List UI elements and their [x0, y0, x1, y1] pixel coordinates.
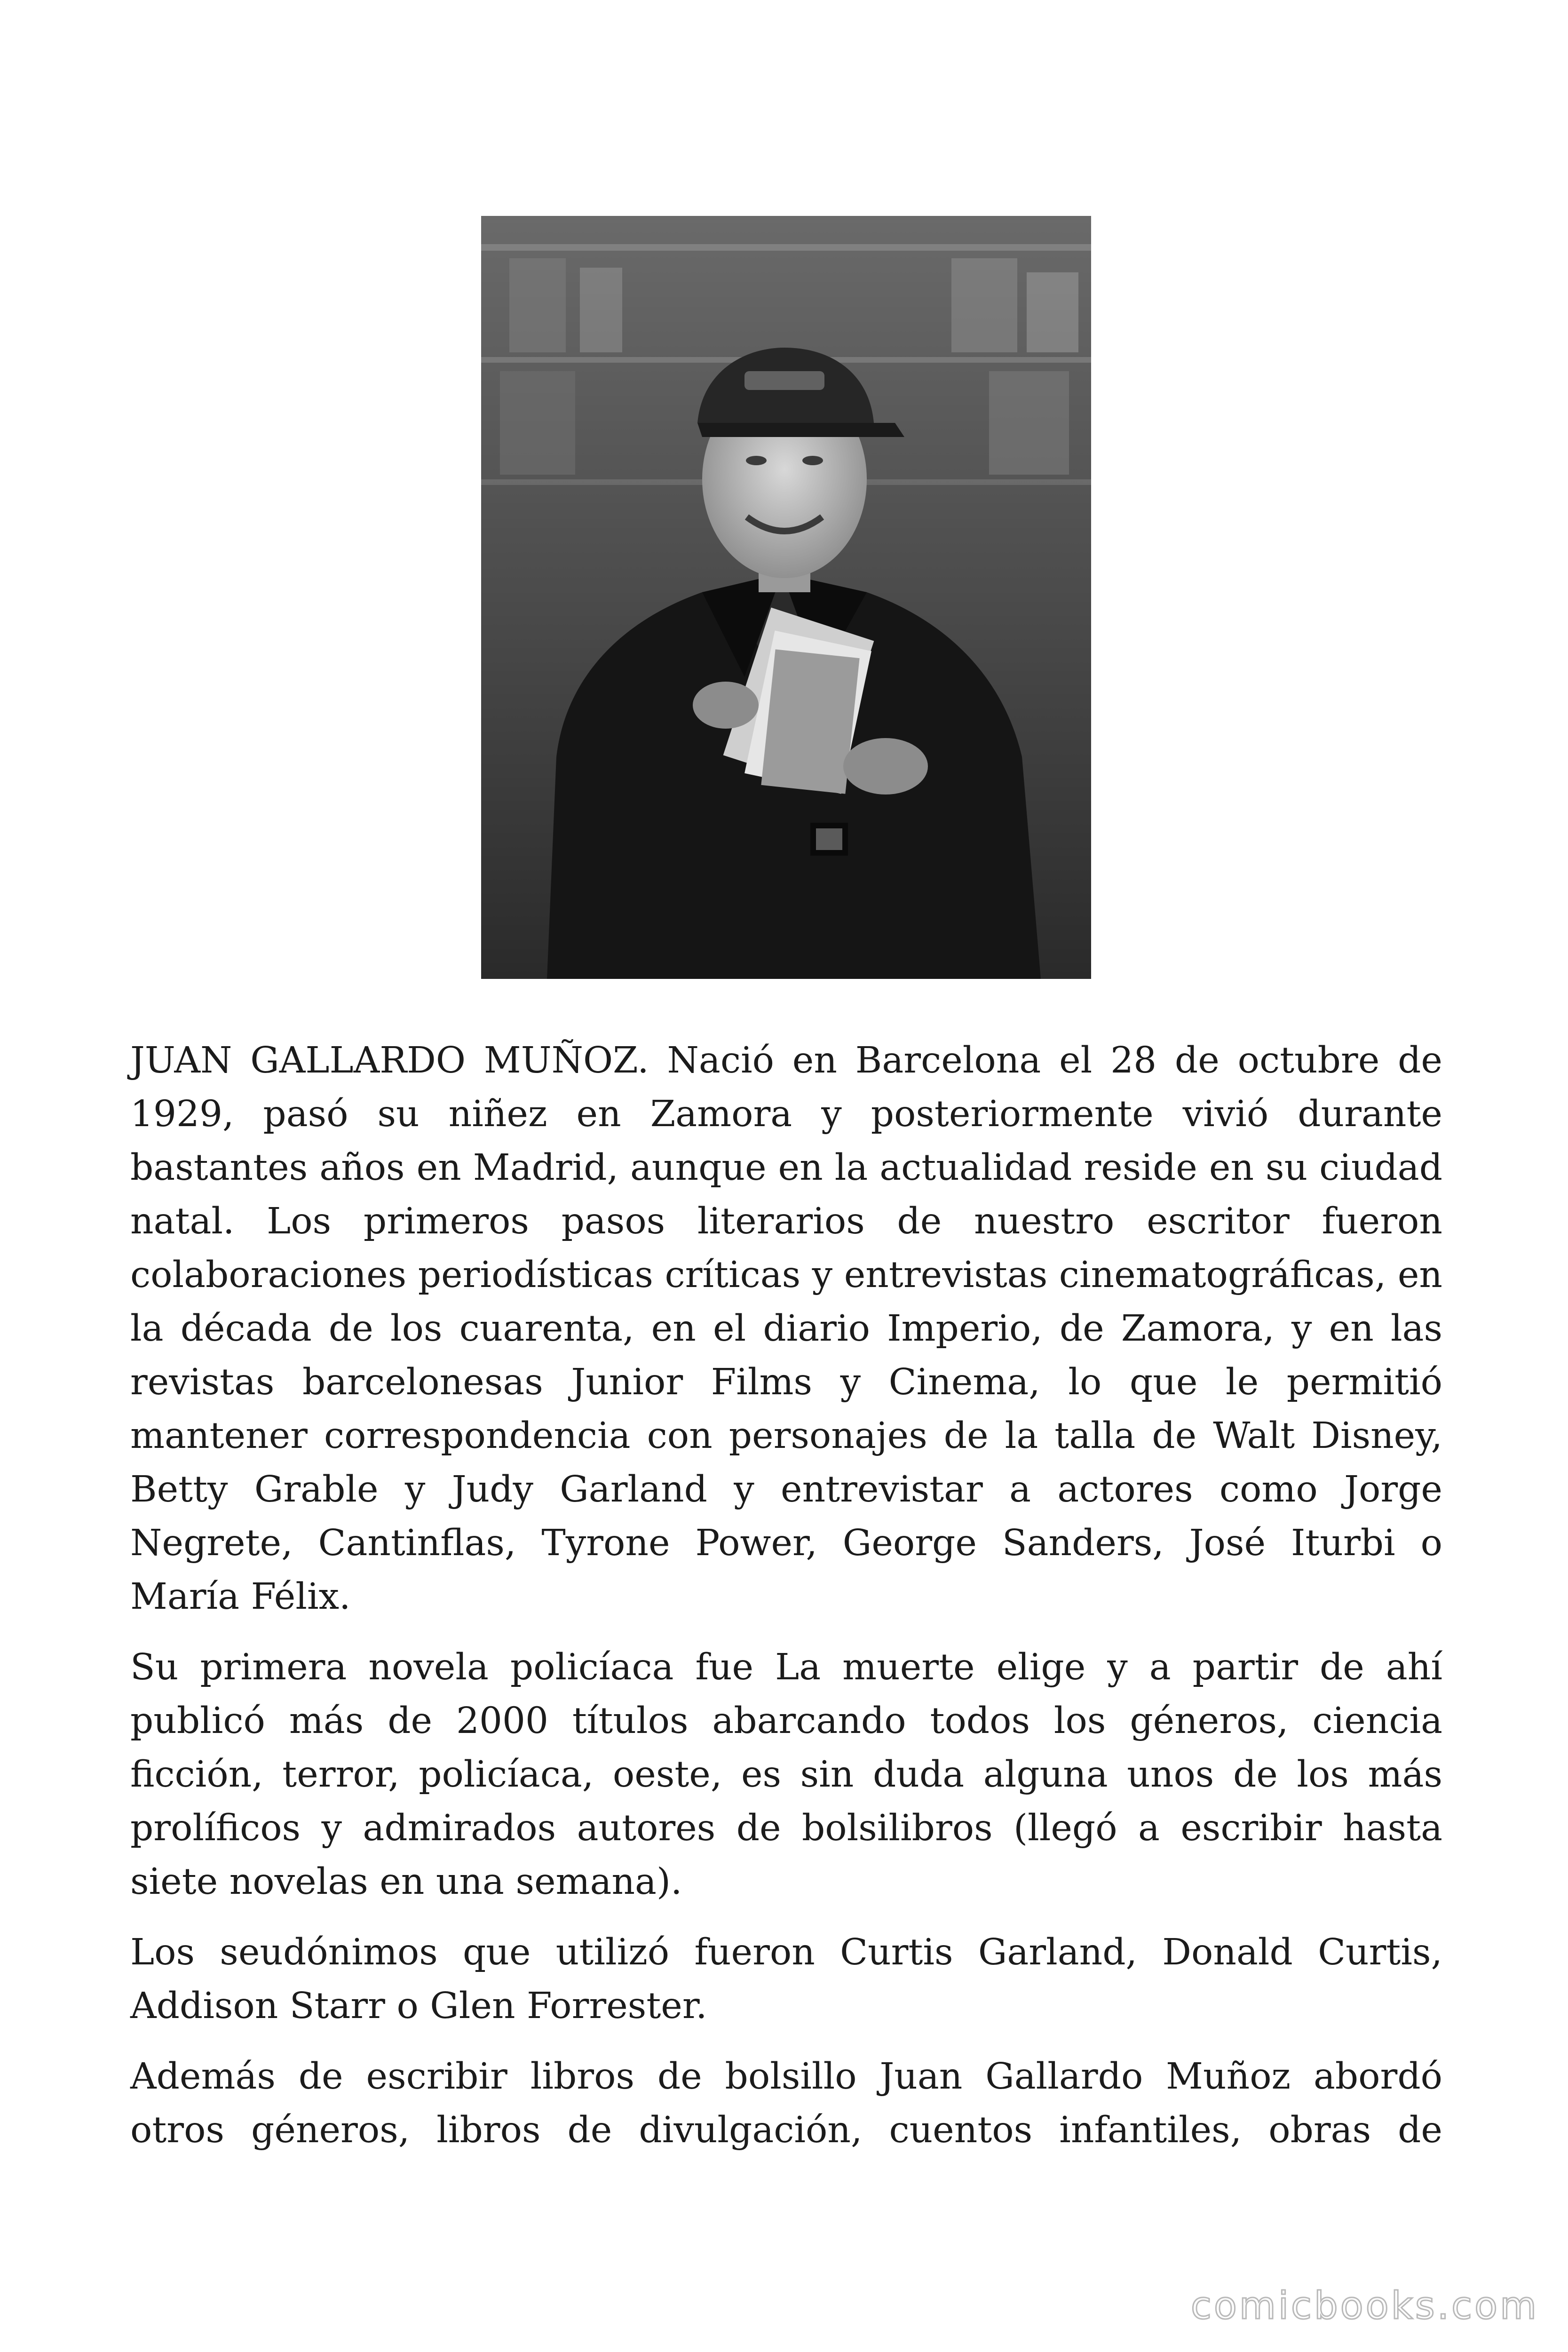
bio-paragraph-2: Su primera novela policíaca fue La muerte elige y a partir de ahí publicó más de 2000 títulos abarcando todos los géneros, ciencia ficción, terror, policíaca, oeste, es sin duda alguna unos de los más prolíficos y admirados autores de bolsilibros (llegó a escribir hasta siete novelas en una semana). [130, 1646, 1442, 1903]
author-biography [130, 1034, 1442, 2174]
bio-paragraph-1: JUAN GALLARDO MUÑOZ. Nació en Barcelona el 28 de octubre de 1929, pasó su niñez en Zamora y posteriormente vivió durante bastantes años en Madrid, aunque en la actualidad reside en su ciudad natal. Los primeros pasos literarios de nuestro escritor fueron colaboraciones periodísticas críticas y entrevistas cinematográficas, en la década de los cuarenta, en el diario Imperio, de Zamora, y en las revistas barcelonesas Junior Films y Cinema, lo que le permitió mantener correspondencia con personajes de la talla de Walt Disney, Betty Grable y Judy Garland y entrevistar a actores como Jorge Negrete, Cantinflas, Tyrone Power, George Sanders, José Iturbi o María Félix. [130, 1040, 1442, 1618]
watermark: comicbooks.com [1190, 2284, 1539, 2328]
author-photo-illustration [481, 216, 1091, 979]
author-photo [481, 216, 1091, 979]
bio-paragraph-3: Los seudónimos que utilizó fueron Curtis Garland, Donald Curtis, Addison Starr o Glen Forrester. [130, 1931, 1442, 2027]
bio-paragraph-4: Además de escribir libros de bolsillo Juan Gallardo Muñoz abordó otros géneros, libros de divulgación, cuentos infantiles, obras de [130, 2056, 1442, 2151]
